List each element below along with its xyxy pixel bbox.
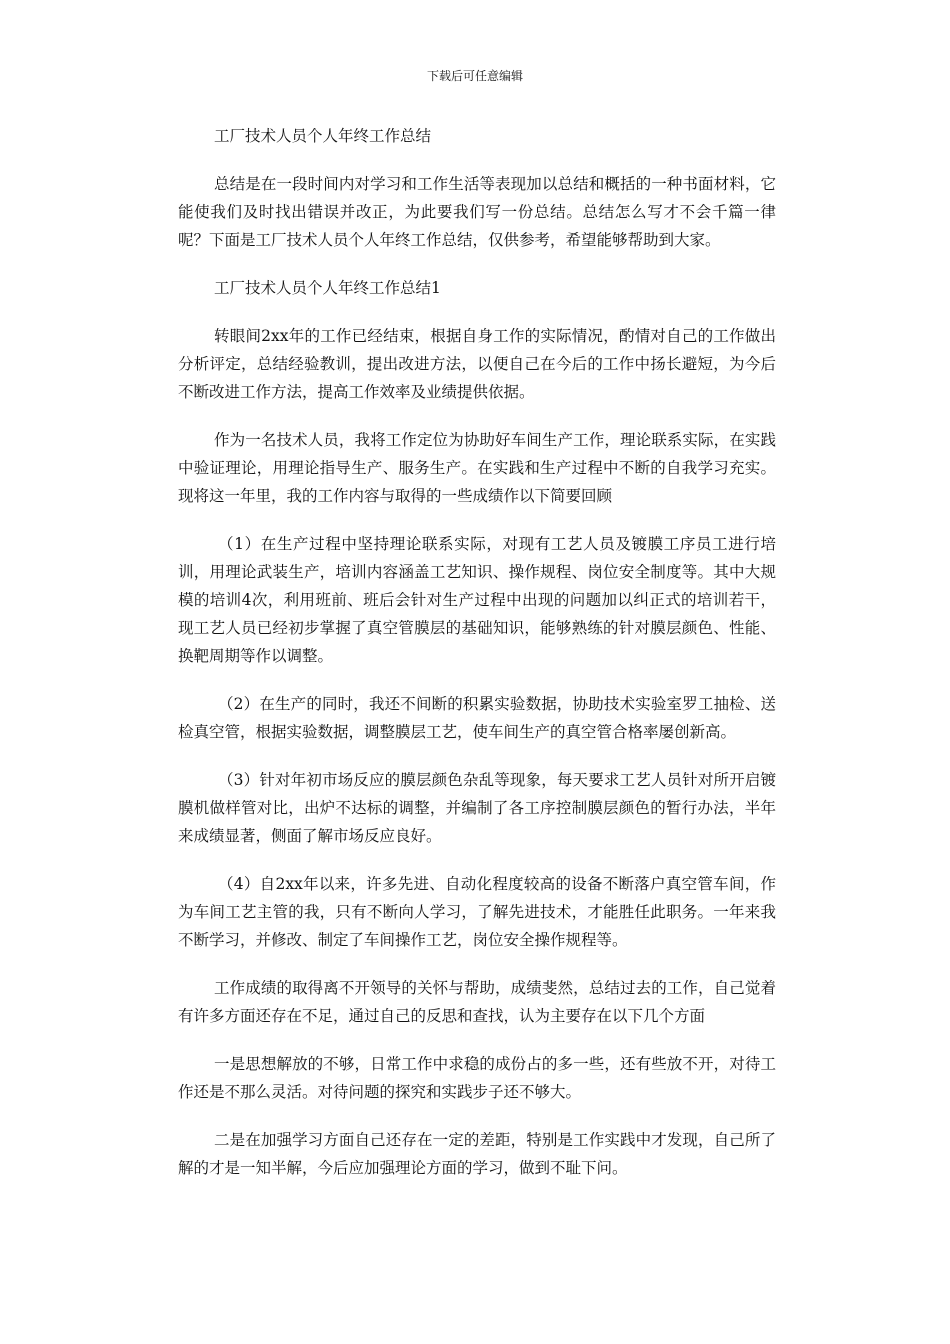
body-paragraph-4: 一是思想解放的不够，日常工作中求稳的成份占的多一些，还有些放不开，对待工作还是不那么灵活。对待问题的探究和实践步子还不够大。 (178, 1055, 776, 1101)
list-item-2: （2）在生产的同时，我还不间断的积累实验数据，协助技术实验室罗工抽检、送检真空管，根据实验数据，调整膜层工艺，使车间生产的真空管合格率屡创新高。 (178, 695, 776, 741)
section-title: 工厂技术人员个人年终工作总结1 (214, 279, 441, 297)
document-title: 工厂技术人员个人年终工作总结 (214, 127, 432, 145)
list-item-4: （4）自2xx年以来，许多先进、自动化程度较高的设备不断落户真空管车间，作为车间工艺主管的我，只有不断向人学习，了解先进技术，才能胜任此职务。一年来我不断学习，并修改、制定了车间操作工艺，岗位安全操作规程等。 (178, 875, 776, 949)
list-item-3: （3）针对年初市场反应的膜层颜色杂乱等现象，每天要求工艺人员针对所开启镀膜机做样管对比，出炉不达标的调整，并编制了各工序控制膜层颜色的暂行办法，半年来成绩显著，侧面了解市场反应良好。 (178, 771, 776, 845)
intro-paragraph: 总结是在一段时间内对学习和工作生活等表现加以总结和概括的一种书面材料，它能使我们及时找出错误并改正，为此要我们写一份总结。总结怎么写才不会千篇一律呢？下面是工厂技术人员个人年终工作总结，仅供参考，希望能够帮助到大家。 (178, 175, 776, 249)
body-paragraph-2: 作为一名技术人员，我将工作定位为协助好车间生产工作，理论联系实际，在实践中验证理论，用理论指导生产、服务生产。在实践和生产过程中不断的自我学习充实。现将这一年里，我的工作内容与取得的一些成绩作以下简要回顾 (178, 431, 776, 505)
body-paragraph-1: 转眼间2xx年的工作已经结束，根据自身工作的实际情况，酌情对自己的工作做出分析评定，总结经验教训，提出改进方法，以便自己在今后的工作中扬长避短，为今后不断改进工作方法，提高工作效率及业绩提供依据。 (178, 327, 776, 401)
list-item-1: （1）在生产过程中坚持理论联系实际，对现有工艺人员及镀膜工序员工进行培训，用理论武装生产，培训内容涵盖工艺知识、操作规程、岗位安全制度等。其中大规模的培训4次，利用班前、班后会针对生产过程中出现的问题加以纠正式的培训若干，现工艺人员已经初步掌握了真空管膜层的基础知识，能够熟练的针对膜层颜色、性能、换靶周期等作以调整。 (178, 535, 776, 665)
document-body (178, 122, 776, 1202)
page-header-note: 下载后可任意编辑 (426, 69, 523, 83)
body-paragraph-3: 工作成绩的取得离不开领导的关怀与帮助，成绩斐然，总结过去的工作，自己觉着有许多方面还存在不足，通过自己的反思和查找，认为主要存在以下几个方面 (178, 979, 776, 1025)
body-paragraph-5: 二是在加强学习方面自己还存在一定的差距，特别是工作实践中才发现，自己所了解的才是一知半解，今后应加强理论方面的学习，做到不耻下问。 (178, 1131, 776, 1177)
